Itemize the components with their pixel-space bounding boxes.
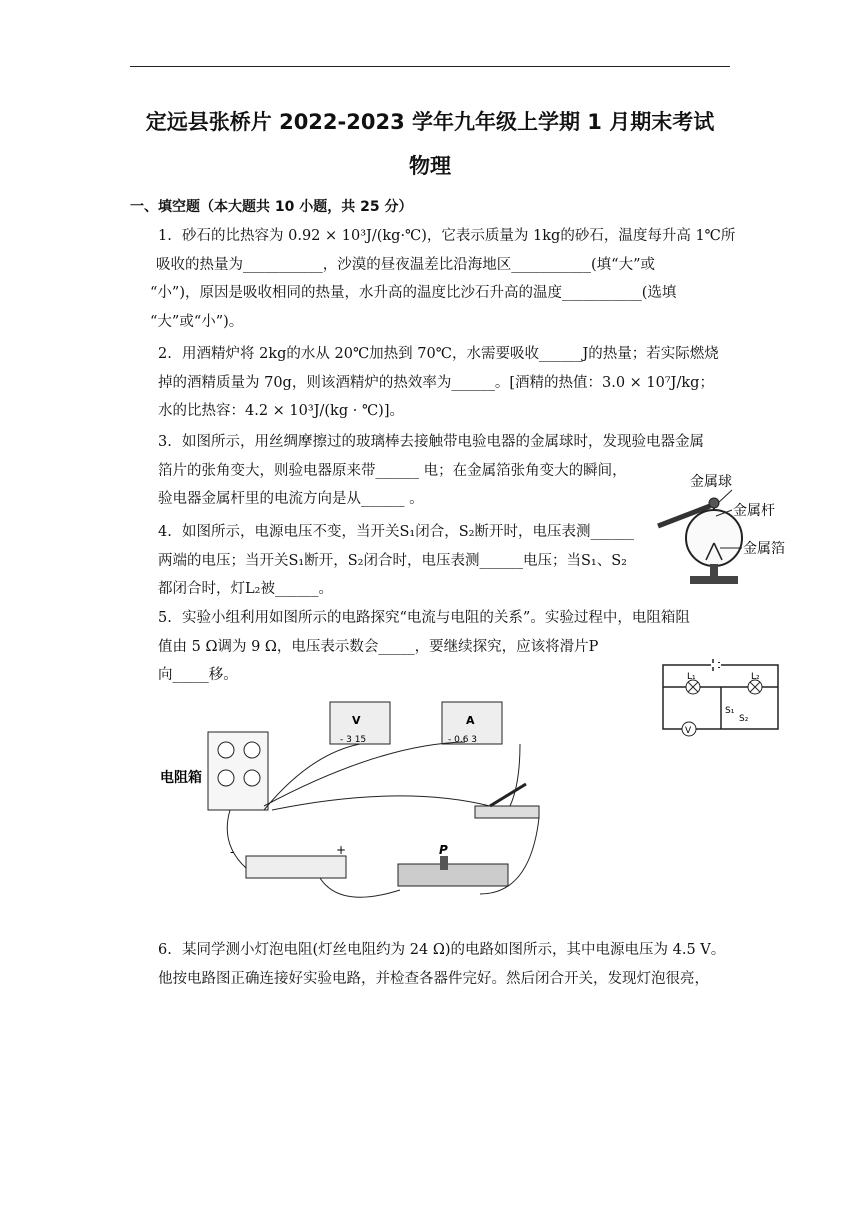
question-line: 如图所示，用丝绸摩擦过的玻璃棒去接触带电验电器的金属球时，发现验电器金属: [182, 434, 704, 450]
question-line: 掉的酒精质量为 70g，则该酒精炉的热效率为______。[酒精的热值：3.0 × 10⁷J/kg；: [158, 374, 714, 391]
rheostat: [398, 864, 508, 886]
question-number: 1.: [158, 228, 172, 244]
header-rule: [130, 66, 730, 67]
question-1: [150, 222, 758, 336]
question-line: 他按电路图正确连接好实验电路，并检查各器件完好。然后闭合开关，发现灯泡很亮，: [158, 970, 709, 987]
question-line: 验电器金属杆里的电流方向是从______ 。: [158, 491, 424, 507]
svg-text:V: V: [352, 714, 361, 727]
svg-text:S₁: S₁: [725, 706, 735, 716]
label-metal-foil: 金属箔: [743, 541, 785, 557]
label-metal-rod: 金属杆: [733, 503, 775, 519]
question-line: “小”)，原因是吸收相同的热量，水升高的温度比沙石升高的温度___________(选填: [150, 285, 677, 301]
question-number: 2.: [158, 346, 172, 362]
subject-title: 物理: [409, 154, 451, 178]
exam-title: 定远县张桥片 2022-2023 学年九年级上学期 1 月期末考试: [145, 110, 715, 134]
question-number: 3.: [158, 434, 172, 450]
circuit-figure: [655, 645, 785, 740]
question-2: [158, 340, 758, 426]
svg-text:A: A: [466, 714, 475, 727]
question-line: 实验小组利用如图所示的电路探究“电流与电阻的关系”。实验过程中，电阻箱阻: [182, 610, 690, 626]
label-metal-ball: 金属球: [690, 474, 732, 490]
svg-text:P: P: [439, 843, 448, 857]
metal-ball-icon: [709, 498, 719, 508]
question-number: 5.: [158, 610, 172, 626]
svg-text:S₂: S₂: [739, 714, 749, 724]
svg-text:L₂: L₂: [751, 672, 760, 682]
question-number: 4.: [158, 524, 172, 540]
battery: [246, 856, 346, 878]
question-line: 水的比热容：4.2 × 10³J/(kg · ℃)]。: [158, 403, 404, 419]
svg-text:- 0.6 3: - 0.6 3: [448, 735, 478, 745]
question-number: 6.: [158, 942, 172, 958]
question-6: [158, 936, 768, 993]
resistance-box-label: 电阻箱: [160, 770, 202, 786]
switch: [475, 806, 539, 818]
svg-text:- 3 15: - 3 15: [340, 735, 367, 745]
question-line: 某同学测小灯泡电阻(灯丝电阻约为 24 Ω)的电路如图所示，其中电源电压为 4.5 V。: [182, 942, 726, 958]
svg-text:+: +: [336, 843, 347, 857]
resistance-box: [208, 732, 268, 810]
question-4: [158, 518, 658, 604]
experiment-figure: [160, 694, 560, 924]
svg-text:L₁: L₁: [687, 672, 696, 682]
electroscope-figure: [650, 468, 810, 598]
svg-text:V: V: [685, 726, 692, 736]
question-line: 如图所示，电源电压不变，当开关S₁闭合，S₂断开时，电压表测______: [182, 524, 634, 540]
question-line: 两端的电压；当开关S₁断开，S₂闭合时，电压表测______电压；当S₁、S₂: [158, 552, 627, 569]
section-heading: 一、填空题（本大题共 10 小题，共 25 分）: [130, 199, 413, 215]
question-line: 吸收的热量为___________，沙漠的昼夜温差比沿海地区___________(填“大”或: [156, 256, 655, 273]
question-line: 都闭合时，灯L₂被______。: [158, 581, 333, 597]
question-line: 用酒精炉将 2kg的水从 20℃加热到 70℃，水需要吸收______J的热量；若实际燃烧: [182, 346, 719, 362]
svg-text:-: -: [230, 845, 235, 859]
question-line: 向_____移。: [158, 667, 238, 683]
question-line: “大”或“小”)。: [150, 313, 244, 330]
question-line: 箔片的张角变大，则验电器原来带______ 电；在金属箔张角变大的瞬间，: [158, 462, 627, 479]
question-line: 砂石的比热容为 0.92 × 10³J/(kg·℃)，它表示质量为 1kg的砂石，温度每升高 1℃所: [182, 228, 736, 244]
question-line: 值由 5 Ω调为 9 Ω，电压表示数会_____，要继续探究，应该将滑片P: [158, 638, 599, 655]
